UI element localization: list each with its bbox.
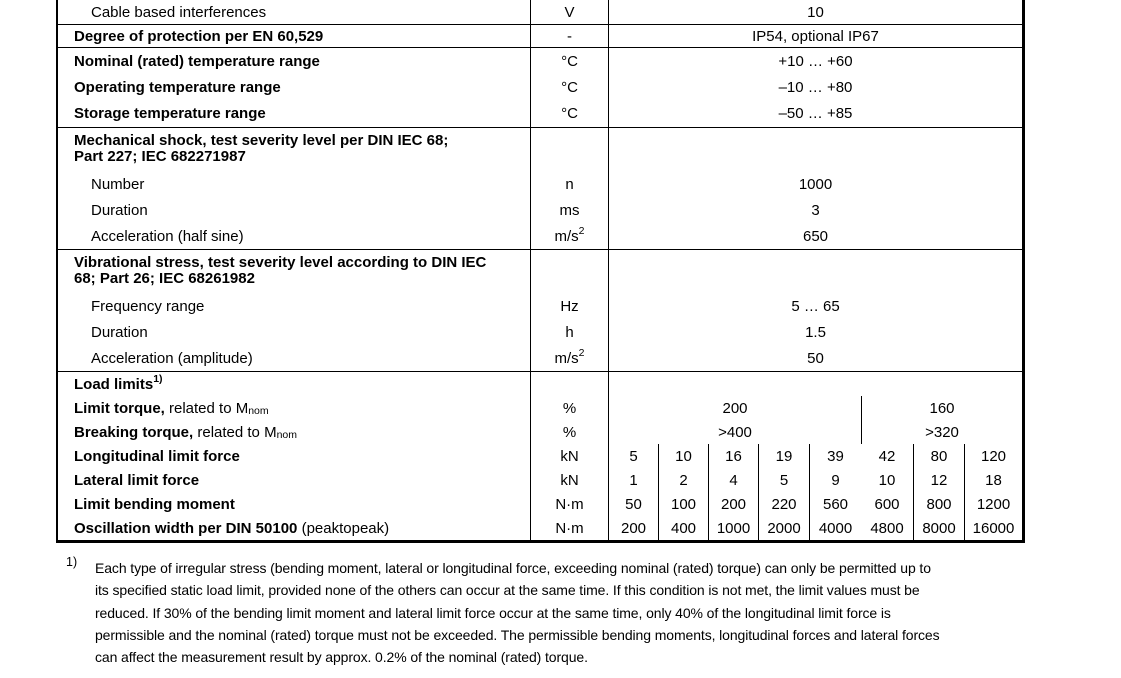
cell: 10: [675, 447, 692, 465]
cell: 39: [827, 447, 844, 465]
cell: 560: [822, 495, 849, 513]
mechanical-shock-header-line1: Mechanical shock, test severity level per DIN IEC 68;: [74, 132, 449, 149]
footnote-line: Each type of irregular stress (bending moment, lateral or longitudinal force, exceeding nominal (rated) torque) can only be permitted up to: [95, 560, 931, 576]
cell: 100: [670, 495, 697, 513]
cable-interferences-value: 10: [807, 3, 824, 21]
shock-duration-label: Duration: [91, 201, 148, 219]
oscillation-width-unit: N·m: [555, 519, 584, 537]
footnote-ref-icon: 1): [153, 373, 163, 386]
cell: 1000: [716, 519, 751, 537]
limit-torque-group2-value: 160: [929, 399, 955, 417]
cell: 400: [670, 519, 697, 537]
cell: 8000: [922, 519, 956, 537]
cell: 800: [926, 495, 952, 513]
shock-number-value: 1000: [798, 176, 833, 194]
cell: 1: [629, 471, 638, 489]
force-grid-col-6: [861, 444, 913, 540]
nominal-temperature-value: +10 … +60: [778, 52, 853, 70]
cell: 1200: [976, 495, 1011, 513]
shock-acceleration-unit: m/s 2: [554, 225, 585, 245]
cable-interferences-unit: V: [564, 3, 575, 21]
footnote-marker: 1): [66, 555, 78, 569]
cell: 4: [729, 471, 738, 489]
vibration-frequency-value: 5 … 65: [791, 298, 840, 316]
footnote-text: [95, 554, 940, 668]
spec-table: [56, 0, 1025, 543]
cell: 120: [980, 447, 1007, 465]
vibration-frequency-unit: Hz: [560, 298, 579, 316]
spacer: [531, 128, 608, 172]
oscillation-width-label: Oscillation width per DIN 50100 (peaktopeak): [74, 519, 390, 537]
degree-of-protection-unit: -: [567, 27, 572, 45]
longitudinal-limit-force-label: Longitudinal limit force: [74, 447, 240, 465]
cell: 5: [779, 471, 789, 489]
footnote: [66, 554, 940, 668]
section-load-limits: [58, 372, 1022, 540]
section-temperature-ranges: [58, 48, 1022, 128]
operating-temperature-unit: °C: [561, 78, 578, 96]
footnote-line: its specified static load limit, provided none of the others can occur at the same time. If this condition is not met, the limit values must be: [95, 582, 920, 599]
breaking-torque-group1-value: >400: [718, 423, 752, 441]
storage-temperature-label: Storage temperature range: [74, 105, 266, 123]
force-grid-col-2: [658, 444, 708, 540]
mechanical-shock-header-line2: Part 227; IEC 682271987: [74, 148, 246, 165]
cell: 200: [720, 495, 747, 513]
spacer: [609, 250, 1022, 294]
shock-duration-value: 3: [811, 201, 820, 219]
nominal-temperature-unit: °C: [561, 52, 578, 70]
cell: 16: [725, 447, 742, 465]
force-grid-col-1: [609, 444, 658, 540]
longitudinal-limit-force-unit: kN: [560, 447, 579, 465]
cell: 18: [985, 471, 1002, 489]
cell: 600: [874, 495, 900, 513]
force-values-grid: [609, 444, 1022, 540]
vibration-acceleration-value: 50: [807, 349, 824, 367]
breaking-torque-label: Breaking torque, related to M nom: [74, 423, 297, 442]
torque-group-grid: [609, 396, 1022, 444]
cable-interferences-label: Cable based interferences: [91, 3, 267, 21]
vibration-acceleration-label: Acceleration (amplitude): [91, 349, 253, 367]
storage-temperature-unit: °C: [561, 105, 578, 123]
cell: 80: [930, 447, 948, 465]
degree-of-protection-label: Degree of protection per EN 60,529: [74, 27, 324, 45]
cell: 42: [878, 447, 896, 465]
cell: 16000: [972, 519, 1015, 537]
mechanical-shock-header: [58, 128, 530, 172]
cell: 12: [930, 471, 948, 489]
vibrational-stress-header-line1: Vibrational stress, test severity level according to DIN IEC: [74, 254, 487, 271]
force-grid-col-8: [964, 444, 1022, 540]
force-grid-col-5: [809, 444, 861, 540]
shock-duration-unit: ms: [559, 201, 580, 219]
vibration-duration-unit: h: [565, 323, 574, 341]
footnote-line: can affect the measurement result by approx. 0.2% of the nominal (rated) torque.: [95, 649, 588, 666]
footnote-line: permissible and the nominal (rated) torque must not be exceeded. The permissible bending moments, longitudinal forces and lateral forces: [95, 626, 940, 643]
cell: 200: [620, 519, 647, 537]
operating-temperature-value: –10 … +80: [778, 78, 853, 96]
spacer: [531, 372, 608, 396]
shock-acceleration-label: Acceleration (half sine): [91, 227, 244, 245]
spacer: [609, 372, 1022, 396]
limit-bending-moment-label: Limit bending moment: [74, 495, 235, 513]
limit-torque-group1-value: 200: [722, 399, 748, 417]
cell: 2000: [767, 519, 801, 537]
breaking-torque-unit: %: [562, 423, 577, 441]
vibration-duration-label: Duration: [91, 323, 148, 341]
row-cable-interferences: [58, 0, 1022, 25]
torque-group-200: [609, 396, 861, 444]
torque-group-160: [861, 396, 1022, 444]
limit-torque-label: Limit torque, related to M nom: [74, 399, 269, 418]
cell: 9: [831, 471, 840, 489]
force-grid-col-4: [758, 444, 809, 540]
nominal-temperature-label: Nominal (rated) temperature range: [74, 52, 320, 70]
vibration-frequency-label: Frequency range: [91, 298, 205, 316]
section-vibrational-stress: [58, 250, 1022, 372]
cell: 5: [629, 447, 638, 465]
limit-torque-unit: %: [562, 399, 577, 417]
cell: 2: [679, 471, 688, 489]
cell: 10: [878, 471, 896, 489]
vibrational-stress-header: [58, 250, 530, 294]
force-grid-col-3: [708, 444, 758, 540]
row-degree-of-protection: [58, 25, 1022, 48]
cell: 4800: [870, 519, 904, 537]
load-limits-header: Load limits 1): [74, 373, 163, 393]
cell: 4000: [818, 519, 853, 537]
degree-of-protection-value: IP54, optional IP67: [752, 27, 879, 45]
limit-bending-moment-unit: N·m: [555, 495, 584, 513]
spacer: [609, 128, 1022, 172]
vibration-duration-value: 1.5: [805, 323, 826, 341]
spacer: [531, 250, 608, 294]
shock-number-label: Number: [91, 176, 145, 194]
vibrational-stress-header-line2: 68; Part 26; IEC 68261982: [74, 270, 255, 287]
footnote-line: reduced. If 30% of the bending limit moment and lateral limit force occur at the same time, only 40% of the longitudinal limit force is: [95, 604, 891, 621]
cell: 50: [625, 495, 642, 513]
cell: 19: [775, 447, 793, 465]
shock-acceleration-value: 650: [802, 227, 829, 245]
storage-temperature-value: –50 … +85: [778, 105, 853, 123]
section-mechanical-shock: [58, 128, 1022, 250]
lateral-limit-force-unit: kN: [560, 471, 579, 489]
force-grid-col-7: [913, 444, 964, 540]
cell: 220: [771, 495, 797, 513]
lateral-limit-force-label: Lateral limit force: [74, 471, 200, 489]
breaking-torque-group2-value: >320: [925, 423, 959, 441]
shock-number-unit: n: [565, 176, 574, 194]
operating-temperature-label: Operating temperature range: [74, 78, 281, 96]
vibration-acceleration-unit: m/s 2: [554, 347, 585, 367]
